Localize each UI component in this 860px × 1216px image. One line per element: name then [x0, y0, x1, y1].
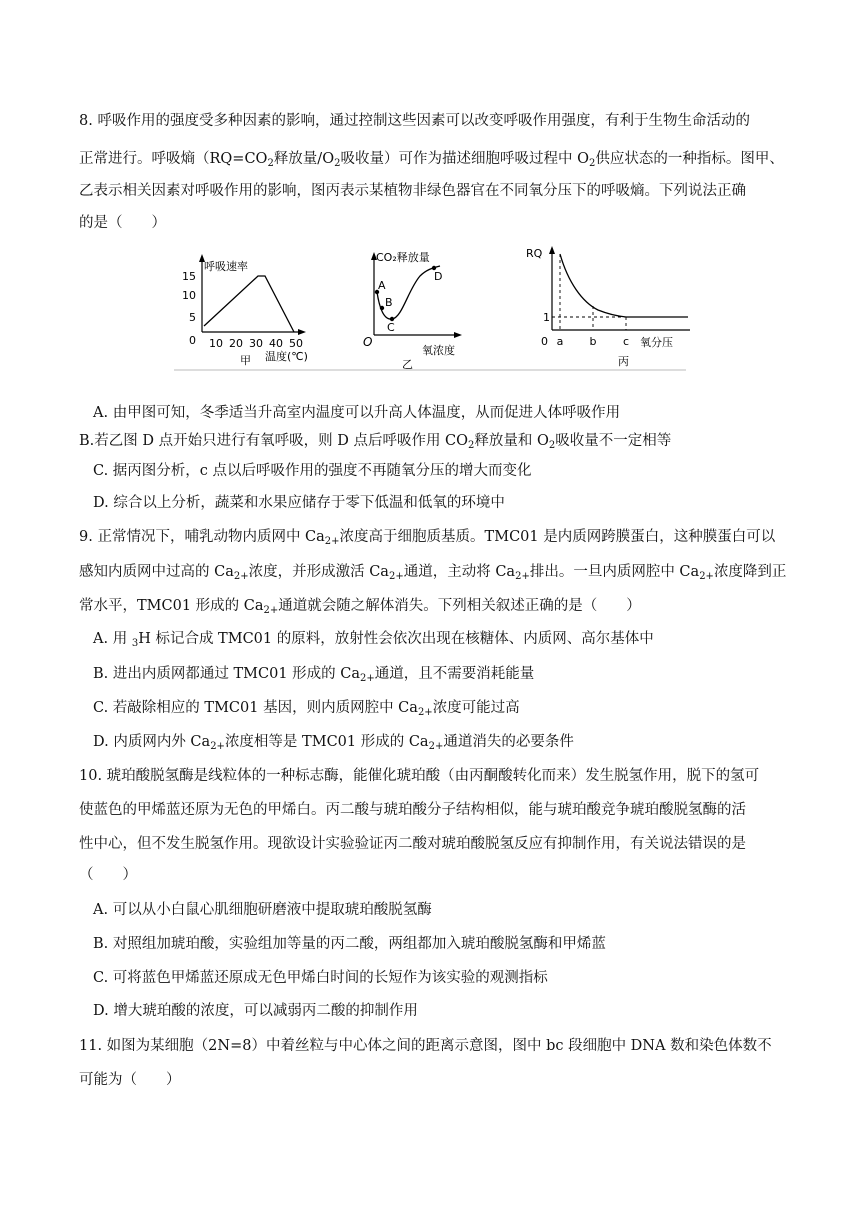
jia-caption: 甲	[240, 354, 251, 367]
q8-option-d: D. 综合以上分析，蔬菜和水果应储存于零下低温和低氧的环境中	[93, 495, 505, 511]
jia-curve	[204, 276, 294, 332]
q8-figures	[170, 240, 690, 375]
q9-stem-line1: 9. 正常情况下，哺乳动物内质网中 $Ca_{2+}$浓度高于细胞质基质。TMC01 是内质网跨膜蛋白，这种膜蛋白可以	[79, 529, 776, 547]
q10-stem-line1: 10. 琥珀酸脱氢酶是线粒体的一种标志酶，能催化琥珀酸（由丙酮酸转化而来）发生脱氢作用，脱下的氢可	[79, 768, 760, 784]
figure-yi	[363, 251, 462, 371]
q8-option-a: A. 由甲图可知，冬季适当升高室内温度可以升高人体温度，从而促进人体呼吸作用	[93, 405, 621, 421]
q9-option-b: B. 进出内质网都通过 TMC01 形成的 $Ca_{2+}$通道，且不需要消耗能量	[93, 666, 535, 684]
yi-point-b	[380, 306, 384, 310]
q9-option-a: A. 用 $_3$H 标记合成 TMC01 的原料，放射性会依次出现在核糖体、内质网、高尔基体中	[93, 631, 654, 649]
q8-option-b: B.若乙图 D 点开始只进行有氧呼吸，则 D 点后呼吸作用 $CO_2$释放量和 $O_2$吸收量不一定相等	[79, 433, 672, 451]
jia-xlabel: 温度(℃)	[265, 350, 308, 363]
yi-label-b: B	[385, 296, 393, 309]
q10-stem-line4: （ ）	[79, 867, 137, 883]
jia-xtick-20: 20	[229, 337, 243, 350]
q9-option-c: C. 若敲除相应的 TMC01 基因，则内质网腔中 $Ca_{2+}$浓度可能过高	[93, 700, 520, 718]
yi-ylabel: CO₂释放量	[376, 251, 430, 264]
q11-stem-line2: 可能为（ ）	[79, 1072, 181, 1088]
figure-bing	[526, 246, 690, 368]
q10-option-a: A. 可以从小白鼠心肌细胞研磨液中提取琥珀酸脱氢酶	[93, 902, 432, 918]
bing-xtick-a: a	[556, 335, 564, 348]
q8-stem-line4: 的是（ ）	[79, 215, 166, 231]
q11-stem-line1: 11. 如图为某细胞（2N=8）中着丝粒与中心体之间的距离示意图，图中 bc 段细胞中 DNA 数和染色体数不	[79, 1038, 772, 1054]
jia-xtick-50: 50	[289, 337, 303, 350]
bing-ytick-1: 1	[543, 311, 550, 324]
jia-xtick-0: 0	[189, 334, 196, 347]
yi-label-a: A	[378, 279, 386, 292]
q8-stem-line2: 正常进行。呼吸熵（$RQ=CO_2$释放量$/O_2$吸收量）可作为描述细胞呼吸过程中 $O_2$供应状态的一种指标。图甲、	[79, 151, 784, 169]
yi-xlabel: 氧浓度	[422, 344, 455, 357]
jia-xtick-30: 30	[249, 337, 263, 350]
jia-xtick-10: 10	[209, 337, 223, 350]
bing-y-arrow	[549, 246, 555, 254]
jia-x-arrow	[298, 329, 306, 335]
yi-caption: 乙	[402, 358, 413, 371]
yi-label-c: C	[387, 321, 395, 334]
bing-caption: 丙	[618, 355, 629, 368]
jia-ytick-5: 5	[189, 311, 196, 324]
q9-option-d: D. 内质网内外 $Ca_{2+}$浓度相等是 TMC01 形成的 $Ca_{2+}$通道消失的必要条件	[93, 734, 574, 752]
bing-xtick-b: b	[589, 335, 597, 348]
q10-stem-line3: 性中心，但不发生脱氢作用。现欲设计实验验证丙二酸对琥珀酸脱氢反应有抑制作用，有关说法错误的是	[79, 836, 746, 852]
jia-xtick-40: 40	[269, 337, 283, 350]
q8-option-c: C. 据丙图分析，c 点以后呼吸作用的强度不再随氧分压的增大而变化	[93, 463, 532, 479]
q8-stem-line1: 8. 呼吸作用的强度受多种因素的影响，通过控制这些因素可以改变呼吸作用强度，有利于生物生命活动的	[79, 113, 750, 129]
q10-option-b: B. 对照组加琥珀酸，实验组加等量的丙二酸，两组都加入琥珀酸脱氢酶和甲烯蓝	[93, 936, 606, 952]
bing-xtick-c: c	[622, 335, 630, 348]
yi-label-d: D	[434, 270, 443, 283]
q9-stem-line2: 感知内质网中过高的 $Ca_{2+}$浓度，并形成激活 $Ca_{2+}$通道，主动将 $Ca_{2+}$排出。一旦内质网腔中 $Ca_{2+}$浓度降到正	[79, 564, 787, 582]
yi-curve	[377, 266, 443, 319]
jia-ylabel: 呼吸速率	[204, 260, 248, 273]
q8-stem-line3: 乙表示相关因素对呼吸作用的影响，图丙表示某植物非绿色器官在不同氧分压下的呼吸熵。下列说法正确	[79, 183, 746, 199]
figure-jia	[182, 254, 308, 367]
yi-origin: O	[363, 335, 373, 349]
q9-stem-line3: 常水平，TMC01 形成的 $Ca_{2+}$通道就会随之解体消失。下列相关叙述正确的是（ ）	[79, 598, 641, 616]
bing-xlabel: 氧分压	[640, 336, 673, 349]
jia-ytick-15: 15	[182, 270, 196, 283]
q10-stem-line2: 使蓝色的甲烯蓝还原为无色的甲烯白。丙二酸与琥珀酸分子结构相似，能与琥珀酸竞争琥珀酸脱氢酶的活	[79, 802, 746, 818]
q10-option-c: C. 可将蓝色甲烯蓝还原成无色甲烯白时间的长短作为该实验的观测指标	[93, 970, 548, 986]
jia-ytick-10: 10	[182, 289, 196, 302]
bing-curve	[560, 254, 688, 317]
q10-option-d: D. 增大琥珀酸的浓度，可以减弱丙二酸的抑制作用	[93, 1003, 418, 1019]
bing-xtick-0: 0	[541, 335, 548, 348]
yi-x-arrow	[454, 332, 462, 338]
bing-ylabel: RQ	[526, 247, 543, 260]
